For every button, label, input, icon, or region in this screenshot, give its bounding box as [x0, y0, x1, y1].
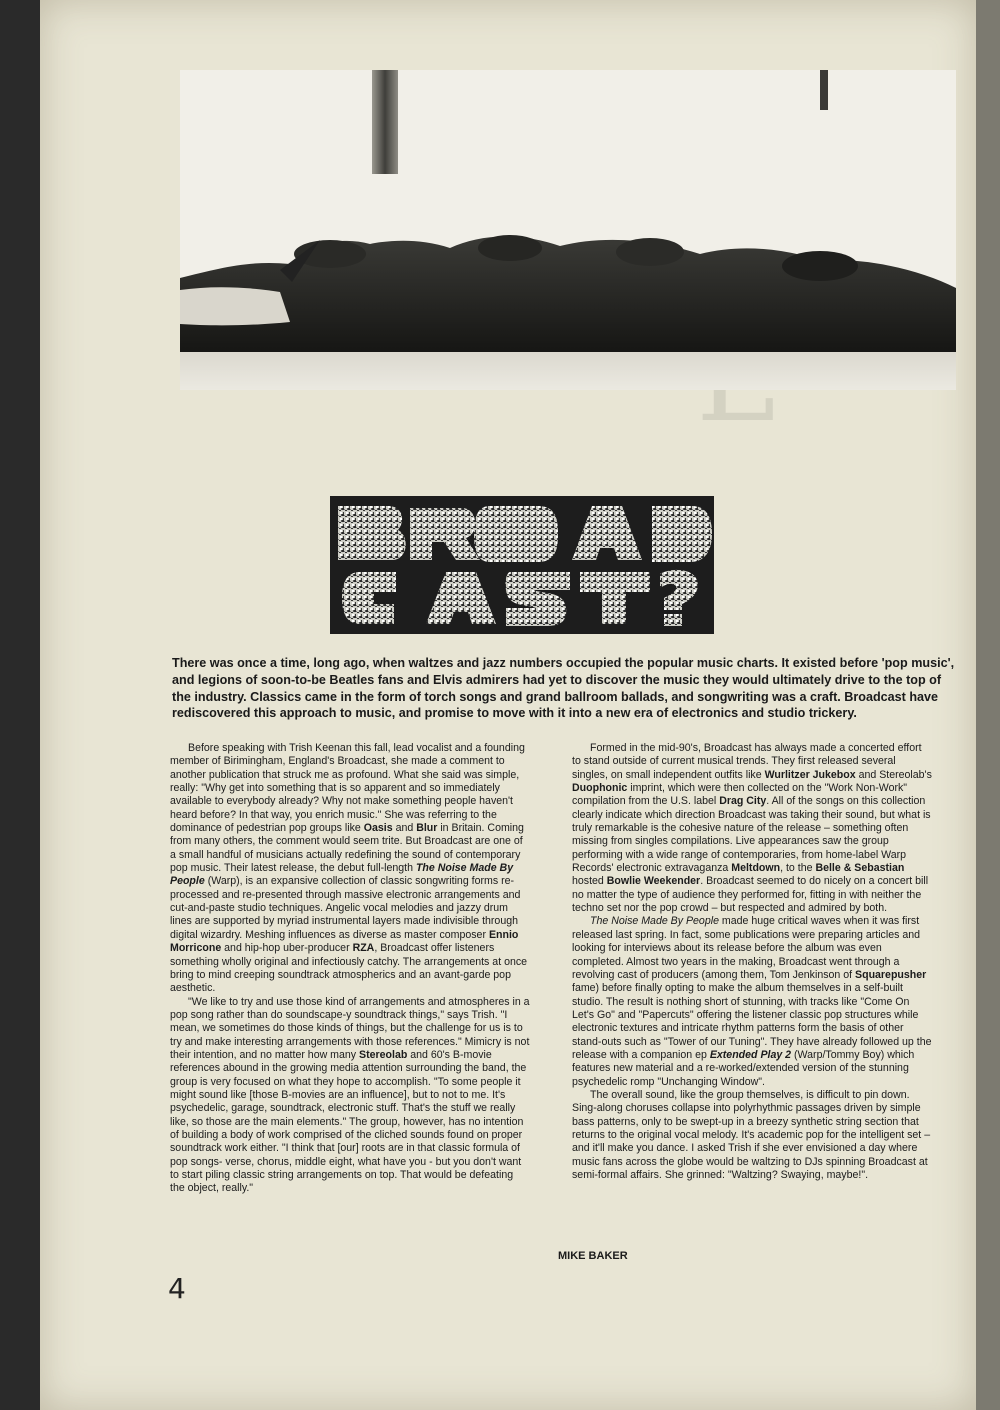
author-byline: MIKE BAKER	[558, 1250, 628, 1262]
photo-pole-small	[820, 70, 828, 110]
article-column-left	[170, 742, 530, 1196]
band-photo	[180, 70, 956, 390]
right-paragraph-1: Formed in the mid-90's, Broadcast has always made a concerted effort to stand outside of current musical trends. They first released several singles, on small independent outfits like Wurlitzer Jukebox and Stereolab's Duophonic imprint, which were then collected on the "Work Non-Work" compilation from the U.S. label Drag City. All of the songs on this collection clearly indicate which direction Broadcast was taking their sound, but what is truly remarkable is the cohesive nature of the release – something often missing from singles compilations. Live appearances saw the group performing with a wide range of contemporaries, from home-label Warp Records' electronic extravaganza Meltdown, to the Belle & Sebastian hosted Bowlie Weekender. Broadcast seemed to do nicely on a concert bill no matter the type of audience they performed for, fitting in with neither the techno set nor the pop crowd – but respected and admired by both.	[572, 742, 932, 915]
name-squarepusher: Squarepusher	[855, 968, 927, 981]
name-rza: RZA	[352, 942, 375, 955]
reclining-figures	[180, 230, 956, 352]
broadcast-logo	[330, 496, 714, 634]
label-duophonic: Duophonic	[572, 782, 628, 795]
right-paragraph-2: The Noise Made By People made huge critical waves when it was first released last spring. In fact, some publications were preparing articles and looking for interviews about its release before the album was even completed. Almost two years in the making, Broadcast went through a revolving cast of producers (among them, Tom Jenkinson of Squarepusher fame) before finally opting to make the album themselves in a self-built studio. The result is nothing short of stunning, with tracks like "Come On Let's Go" and "Papercuts" offering the listener classic pop structures while electronic textures and intricate rhythm patterns form the basis of other stand-outs such as "Tower of our Tuning". They have already followed up the release with a companion ep Extended Play 2 (Warp/Tommy Boy) which features new material and a re-worked/extended version of the stunning psychedelic romp "Unchanging Window".	[572, 915, 932, 1088]
event-bowlie-weekender: Bowlie Weekender	[606, 875, 701, 888]
name-ennio-morricone: Ennio Morricone	[170, 928, 519, 955]
album-title: The Noise Made By People	[170, 862, 514, 888]
magazine-page	[40, 0, 976, 1410]
band-belle-sebastian: Belle & Sebastian	[815, 862, 905, 875]
label-wurlitzer-jukebox: Wurlitzer Jukebox	[764, 768, 856, 781]
adjacent-page-edge	[976, 0, 1000, 1410]
band-name-blur: Blur	[416, 822, 438, 835]
band-name-stereolab: Stereolab	[359, 1048, 408, 1061]
event-meltdown: Meltdown	[731, 862, 781, 875]
left-paragraph-2: "We like to try and use those kind of arrangements and atmospheres in a pop song rather than do soundscape-y soundtrack things," says Trish. "I mean, we sometimes do those kinds of things, but the challenge for us is to try and make interesting arrangements with those references." Mimicry is not their intention, and no matter how many Stereolab and 60's B-movie references abound in the growing media attention surrounding the band, the group is very focused on what they hope to accomplish. "To some people it might sound like [those B-movies are an influence], but to not to me. It's psychedelic, garage, soundtrack, electronic stuff. That's the stuff we really like, so those are the main elements." The group, however, has no intention of building a body of work comprised of the cliched sounds found on proper soundtrack work either. "I think that [our] roots are in that classic formula of pop songs- verse, chorus, middle eight, what have you - but you don't want to start piling classic string arrangements on top. That would be defeating the object, really."	[170, 995, 530, 1195]
intro-paragraph: There was once a time, long ago, when waltzes and jazz numbers occupied the popular music charts. It existed before 'pop music', and legions of soon-to-be Beatles fans and Elvis admirers had yet to discover the music they would ultimately drive to the top of the industry. Classics came in the form of torch songs and grand ballroom ballads, and songwriting was a craft. Broadcast have rediscovered this approach to music, and promise to move with it into a new era of electronics and studio trickery.	[172, 656, 955, 721]
page-number: 4	[168, 1272, 186, 1305]
photo-pole	[372, 70, 398, 174]
album-title-italic: The Noise Made By People	[590, 915, 719, 928]
ep-title: Extended Play 2	[709, 1048, 792, 1061]
left-paragraph-1: Before speaking with Trish Keenan this fall, lead vocalist and a founding member of Birimingham, England's Broadcast, she made a comment to another publication that struck me as profound. What she said was simple, really: "Why get into something that is so apparent and so immediately available to everybody already? Why not make something people haven't heard before? In that way, you enrich music." She was referring to the dominance of pedestrian pop groups like Oasis and Blur in Britain. Coming from many others, the comment would seem trite. But Broadcast are one of a small handful of musicians actually redefining the sound of contemporary pop music. Their latest release, the debut full-length The Noise Made By People (Warp), is an expansive collection of classic songwriting forms re-processed and re-presented through massive electronic arrangements and cut-and-paste studio techniques. Angelic vocal melodies and jazzy drum lines are supported by myriad instrumental layers made indivisible through digital wizardry. Meshing influences as diverse as master composer Ennio Morricone and hip-hop uber-producer RZA, Broadcast offer listeners something wholly original and infectiously catchy. The arrangements at once bring to mind creeping soundtrack atmospherics and an avant-garde pop aesthetic.	[170, 742, 528, 995]
right-paragraph-3: The overall sound, like the group themselves, is difficult to pin down. Sing-along choruses collapse into polyrhythmic passages driven by simple bass patterns, only to be swept-up in a breezy synthetic string section that returns to the original vocal melody. It's academic pop for the intelligent set – and it'll make you dance. I asked Trish if she ever envisioned a day where music fans across the globe would be waltzing to DJs spinning Broadcast at semi-formal affairs. She grinned: "Waltzing? Swaying, maybe!".	[572, 1088, 931, 1181]
label-drag-city: Drag City	[719, 795, 767, 808]
article-column-right	[572, 742, 932, 1182]
band-name-oasis: Oasis	[363, 822, 393, 835]
